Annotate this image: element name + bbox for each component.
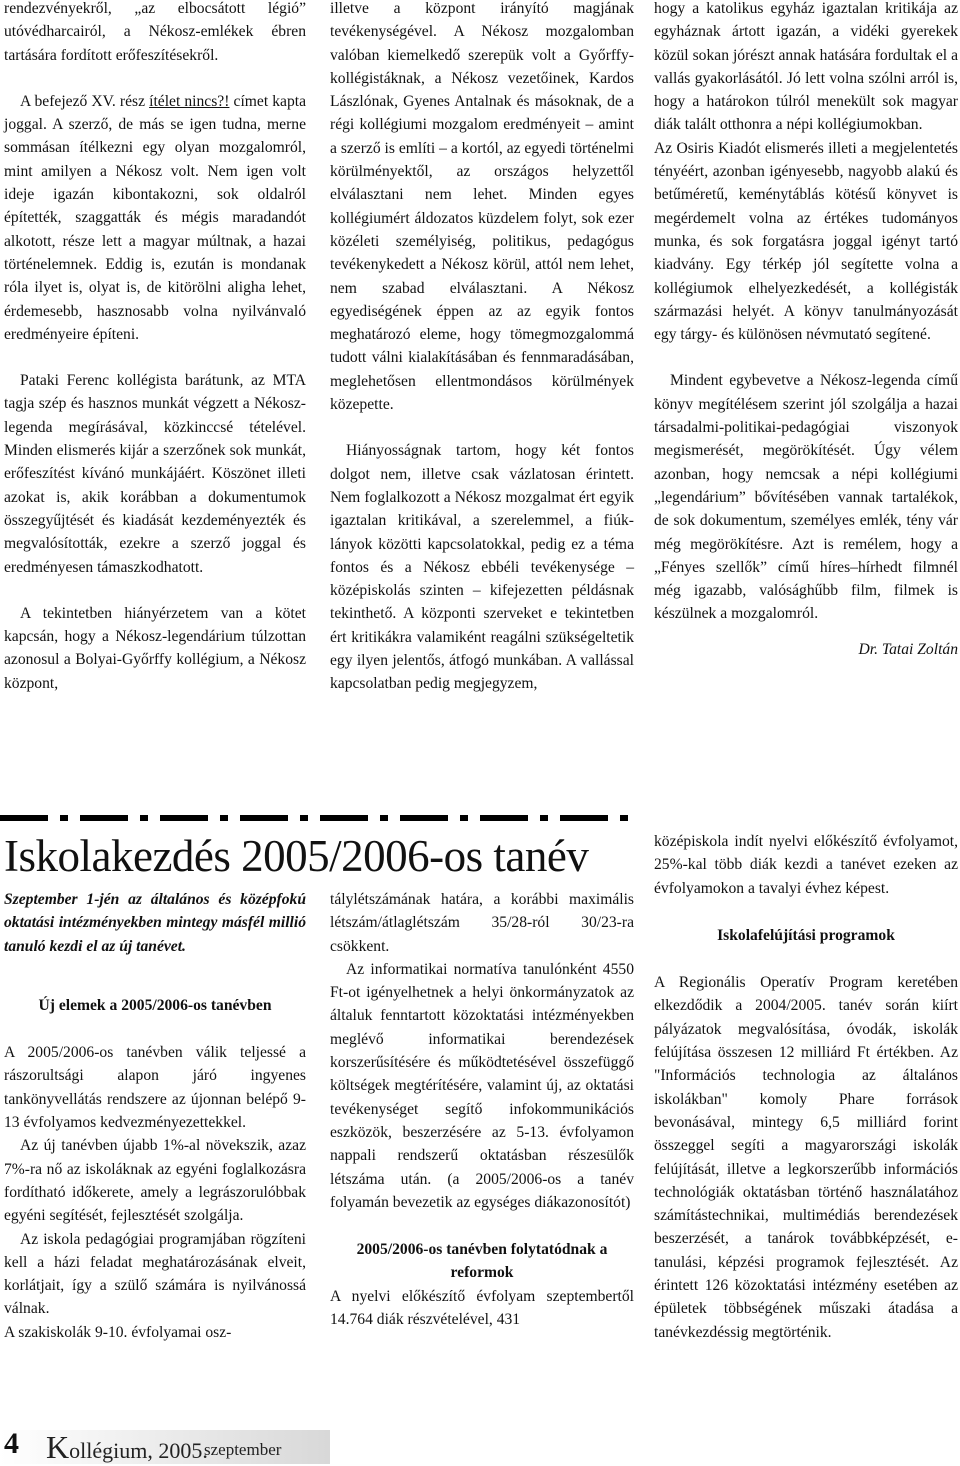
journal-rest: ollégium, 2005. bbox=[69, 1438, 208, 1463]
paragraph: rendezvényekről, „az elbocsátott légió” utóvédharcairól, a Nékosz-emlékek ébren tartására fordított erőfeszítésekről. bbox=[4, 0, 306, 64]
journal-name bbox=[46, 1429, 208, 1466]
paragraph: A Regionális Operatív Program keretében elkezdődik a 2004/2005. tanév során kiírt pályázatok megvalósítása, óvodák, iskolák felújítása összesen 12 milliárd Ft értékben. Az "Információs technologia az általános iskolákban" komoly Phare források bevonásával, mintegy 6,5 milliárd forint összeggel segíti a magyarországi iskolák felújítását, illetve a legkorszerűbb információs technológiák oktatásban történő használatához számítástechnikai, multimédiás berendezések beszerzését, a tanárok továbbképzését, e-tanulási, képzési programok fejlesztését. Az érintett 126 közoktatási intézmény esetében az épületek többségének műszaki átadása a tanévkezdéssig megtörténik. bbox=[654, 974, 958, 1341]
paragraph: A 2005/2006-os tanévben válik teljessé a rászorultsági alapon járó ingyenes tankönyvellátás rendszere az újonnan belépő 9-13 évfolyamos kedvezményezettekkel. bbox=[4, 1044, 306, 1132]
paragraph bbox=[4, 90, 306, 346]
article-column-2 bbox=[330, 888, 634, 1331]
paragraph: Az informatikai normatíva tanulónként 4550 Ft-ot igényelhetnek a helyi önkormányzatok az általuk fenntartott közoktatási intézményekben meglévő informatikai berendezések korszerűsítésére és működtetésével összefüggő költségek megtérítésére, valamint új, az oktatási tevékenységet segítő infokommunikációs eszközök, beszerzésére az 5-13. évfolyamon nappali rendszerű oktatásban részesülők létszáma után. (a 2005/2006-os a tanév folyamán bevezetik az egységes diákazonosítót) bbox=[330, 960, 634, 1211]
paragraph: A tekintetben hiányérzetem van a kötet kapcsán, hogy a Nékosz-legendárium túlzottan azonosul a Bolyai-Győrffy kollégium, a Nékosz központ, bbox=[4, 604, 306, 692]
article-title: Iskolakezdés 2005/2006-os tanév bbox=[4, 831, 589, 881]
paragraph: Pataki Ferenc kollégista barátunk, az MTA tagja szép és hasznos munkát végzett a Nékosz-legenda megírásával, közkinccsé tételével. Minden elismerés kijár a szerzőnek sok munkát, erőfeszítést kívánó munkájáért. Köszönet illeti azokat is, akik korábban a dokumentumok összegyűjtését és kiadását kezdeményezték és megvalósították, ezekre a szerző joggal és eredményesen támaszkodhatott. bbox=[4, 372, 306, 576]
signature: Dr. Tatai Zoltán bbox=[858, 640, 958, 658]
subheading: 2005/2006-os tanévben folytatódnak a reformok bbox=[356, 1241, 608, 1282]
paragraph: Mindent egybevetve a Nékosz-legenda című könyv megítélésem szerint jól szolgálja a hazai társadalmi-politikai-pedagógiai viszonyok megismerését, megörökítését. Úgy vélem azonban, hogy nemcsak a népi kollégiumi „legendárium” bővítésében vannak tartalékok, de sok dokumentum, személyes emlék, tény vár még megörökítésre. Azt is remélem, hogy a „Fényes szellők” című híres–hírhedt filmnél még igazabb, valósághűbb film, filmek is készülnek a mozgalomról. bbox=[654, 372, 958, 623]
issue-month: szeptember bbox=[204, 1440, 282, 1459]
section-divider bbox=[0, 815, 960, 821]
text-span: címet kapta joggal. A szerző, de más se igen tudna, merne sommásan ítélkezni egy olyan mozgalomról, mint amilyen a Nékosz volt. Nem igen volt ideje igazán kibontakozni, sok oldalról építették, szaggatták és mégis maradandót alkotott, része lett a magyar múltnak, a hazai történelemnek. Eddig is, ezután is mondanak róla ilyet is, olyat is, de kitörölni aligha lehet, érdemesebb, hasznosabb volna nyilvánvaló eredményeire építeni. bbox=[4, 92, 307, 343]
text-span: A befejező XV. rész bbox=[20, 92, 150, 110]
column-2 bbox=[330, 0, 634, 696]
paragraph: középiskola indít nyelvi előkészítő évfolyamot, 25%-kal több diák kezdi a tanévet ezeken az évfolyamokon a tavalyi évhez képest. bbox=[654, 833, 958, 897]
page-number: 4 bbox=[4, 1427, 19, 1460]
paragraph: Az új tanévben újabb 1%-al növekszik, azaz 7%-ra nő az iskoláknak az egyéni foglalkozásra fordítható időkerete, amely a legrászorulóbbak egyéni segítését, fejlesztését szolgálja. bbox=[4, 1137, 306, 1225]
paragraph: A nyelvi előkészítő évfolyam szeptembertől 14.764 diák részvételével, 431 bbox=[330, 1287, 634, 1329]
subheading: Iskolafelújítási programok bbox=[717, 926, 895, 944]
paragraph: tálylétszámának határa, a korábbi maximális létszám/átlaglétszám 35/28-ról 30/23-ra csökkent. bbox=[330, 891, 634, 955]
column-1 bbox=[4, 0, 306, 695]
journal-initial: K bbox=[46, 1429, 70, 1465]
paragraph: hogy a katolikus egyház igaztalan kritikája az egyháznak ártott igazán, a vidéki gyerekek közül sokan jórészt annak hatására fordultak el a vallás gyakorlásától. Jó lett volna szólni arról is, hogy a határokon túlról menekült sok magyar diák talált otthonra a népi kollégiumokban. bbox=[654, 0, 958, 134]
subheading: Új elemek a 2005/2006-os tanévben bbox=[38, 996, 272, 1014]
paragraph: illetve a központ irányító magjának tevékenységével. A Nékosz mozgalomban valóban kiemelkedő szerepük volt a Győrffy-kollégistáknak, a Nékosz vezetőinek, Kardos Lászlónak, Gyenes Antalnak és másoknak, de a régi kollégiumi mozgalom eredményeit – amint a szerző is említi – a kortól, az egyedi történelmi körülményektől, az országos helyzettől elválasztani nem lehet. Minden egyes kollégiumért áldozatos küzdelem folyt, sok ezer közéleti személyiség, politikus, pedagógus tevékenykedett a Nékosz körül, attól nem lehet, nem szabad elválasztani. A Nékosz egyediségének éppen az az egyik fontos meghatározó eleme, hogy tömegmozgalommá tudott válni kialakításában és fennmaradásában, meglehetősen ellentmondásos körülmények közepette. bbox=[330, 0, 634, 414]
column-3 bbox=[654, 0, 958, 661]
section-title-underlined: ítélet nincs?! bbox=[149, 92, 230, 110]
paragraph: Az Osiris Kiadót elismerés illeti a megjelentetés tényéért, azonban igényesebb, nagyobb alakú és betűméretű, keménytáblás kötésű könyvet is megérdemelt volna az értékes tudományos munka, és sok forgatásra joggal igényt tartó kiadvány. Egy térkép jól segítette volna a kollégiumok elhelyezkedését, a kollégisták származási helyét. A könyv tanulmányozását egy tárgy- és különösen névmutató segítené. bbox=[654, 139, 958, 344]
paragraph: Az iskola pedagógiai programjában rögzíteni kell a házi feladat meghatározásának elveit, korlátjait, így a szülő számára is nyilvánossá válnak. bbox=[4, 1230, 306, 1318]
paragraph: Hiányosságnak tartom, hogy két fontos dolgot nem, illetve csak vázlatosan érintett. Nem foglalkozott a Nékosz mozgalmat ért egyik igaztalan kritikával, a szerelemmel, a fiúk-lányok közötti kapcsolatokkal, pedig ez a téma fontos és a Nékosz ebbéli tevékenysége – középiskolás szinten – kifejezetten példásnak tekinthető. A központi szerveket e tekintetben ért kritikákra valamiként reagálni szükségeltetik egy ilyen jelentős, átfogó munkában. A vallással kapcsolatban pedig megjegyzem, bbox=[330, 442, 634, 693]
article-column-3 bbox=[654, 830, 958, 1344]
article-column-1 bbox=[4, 888, 306, 1344]
paragraph: A szakiskolák 9-10. évfolyamai osz- bbox=[4, 1323, 232, 1341]
article-lead: Szeptember 1-jén az általános és középfokú oktatási intézményekben mintegy másfél millió tanuló kezdi el az új tanévet. bbox=[4, 891, 306, 955]
